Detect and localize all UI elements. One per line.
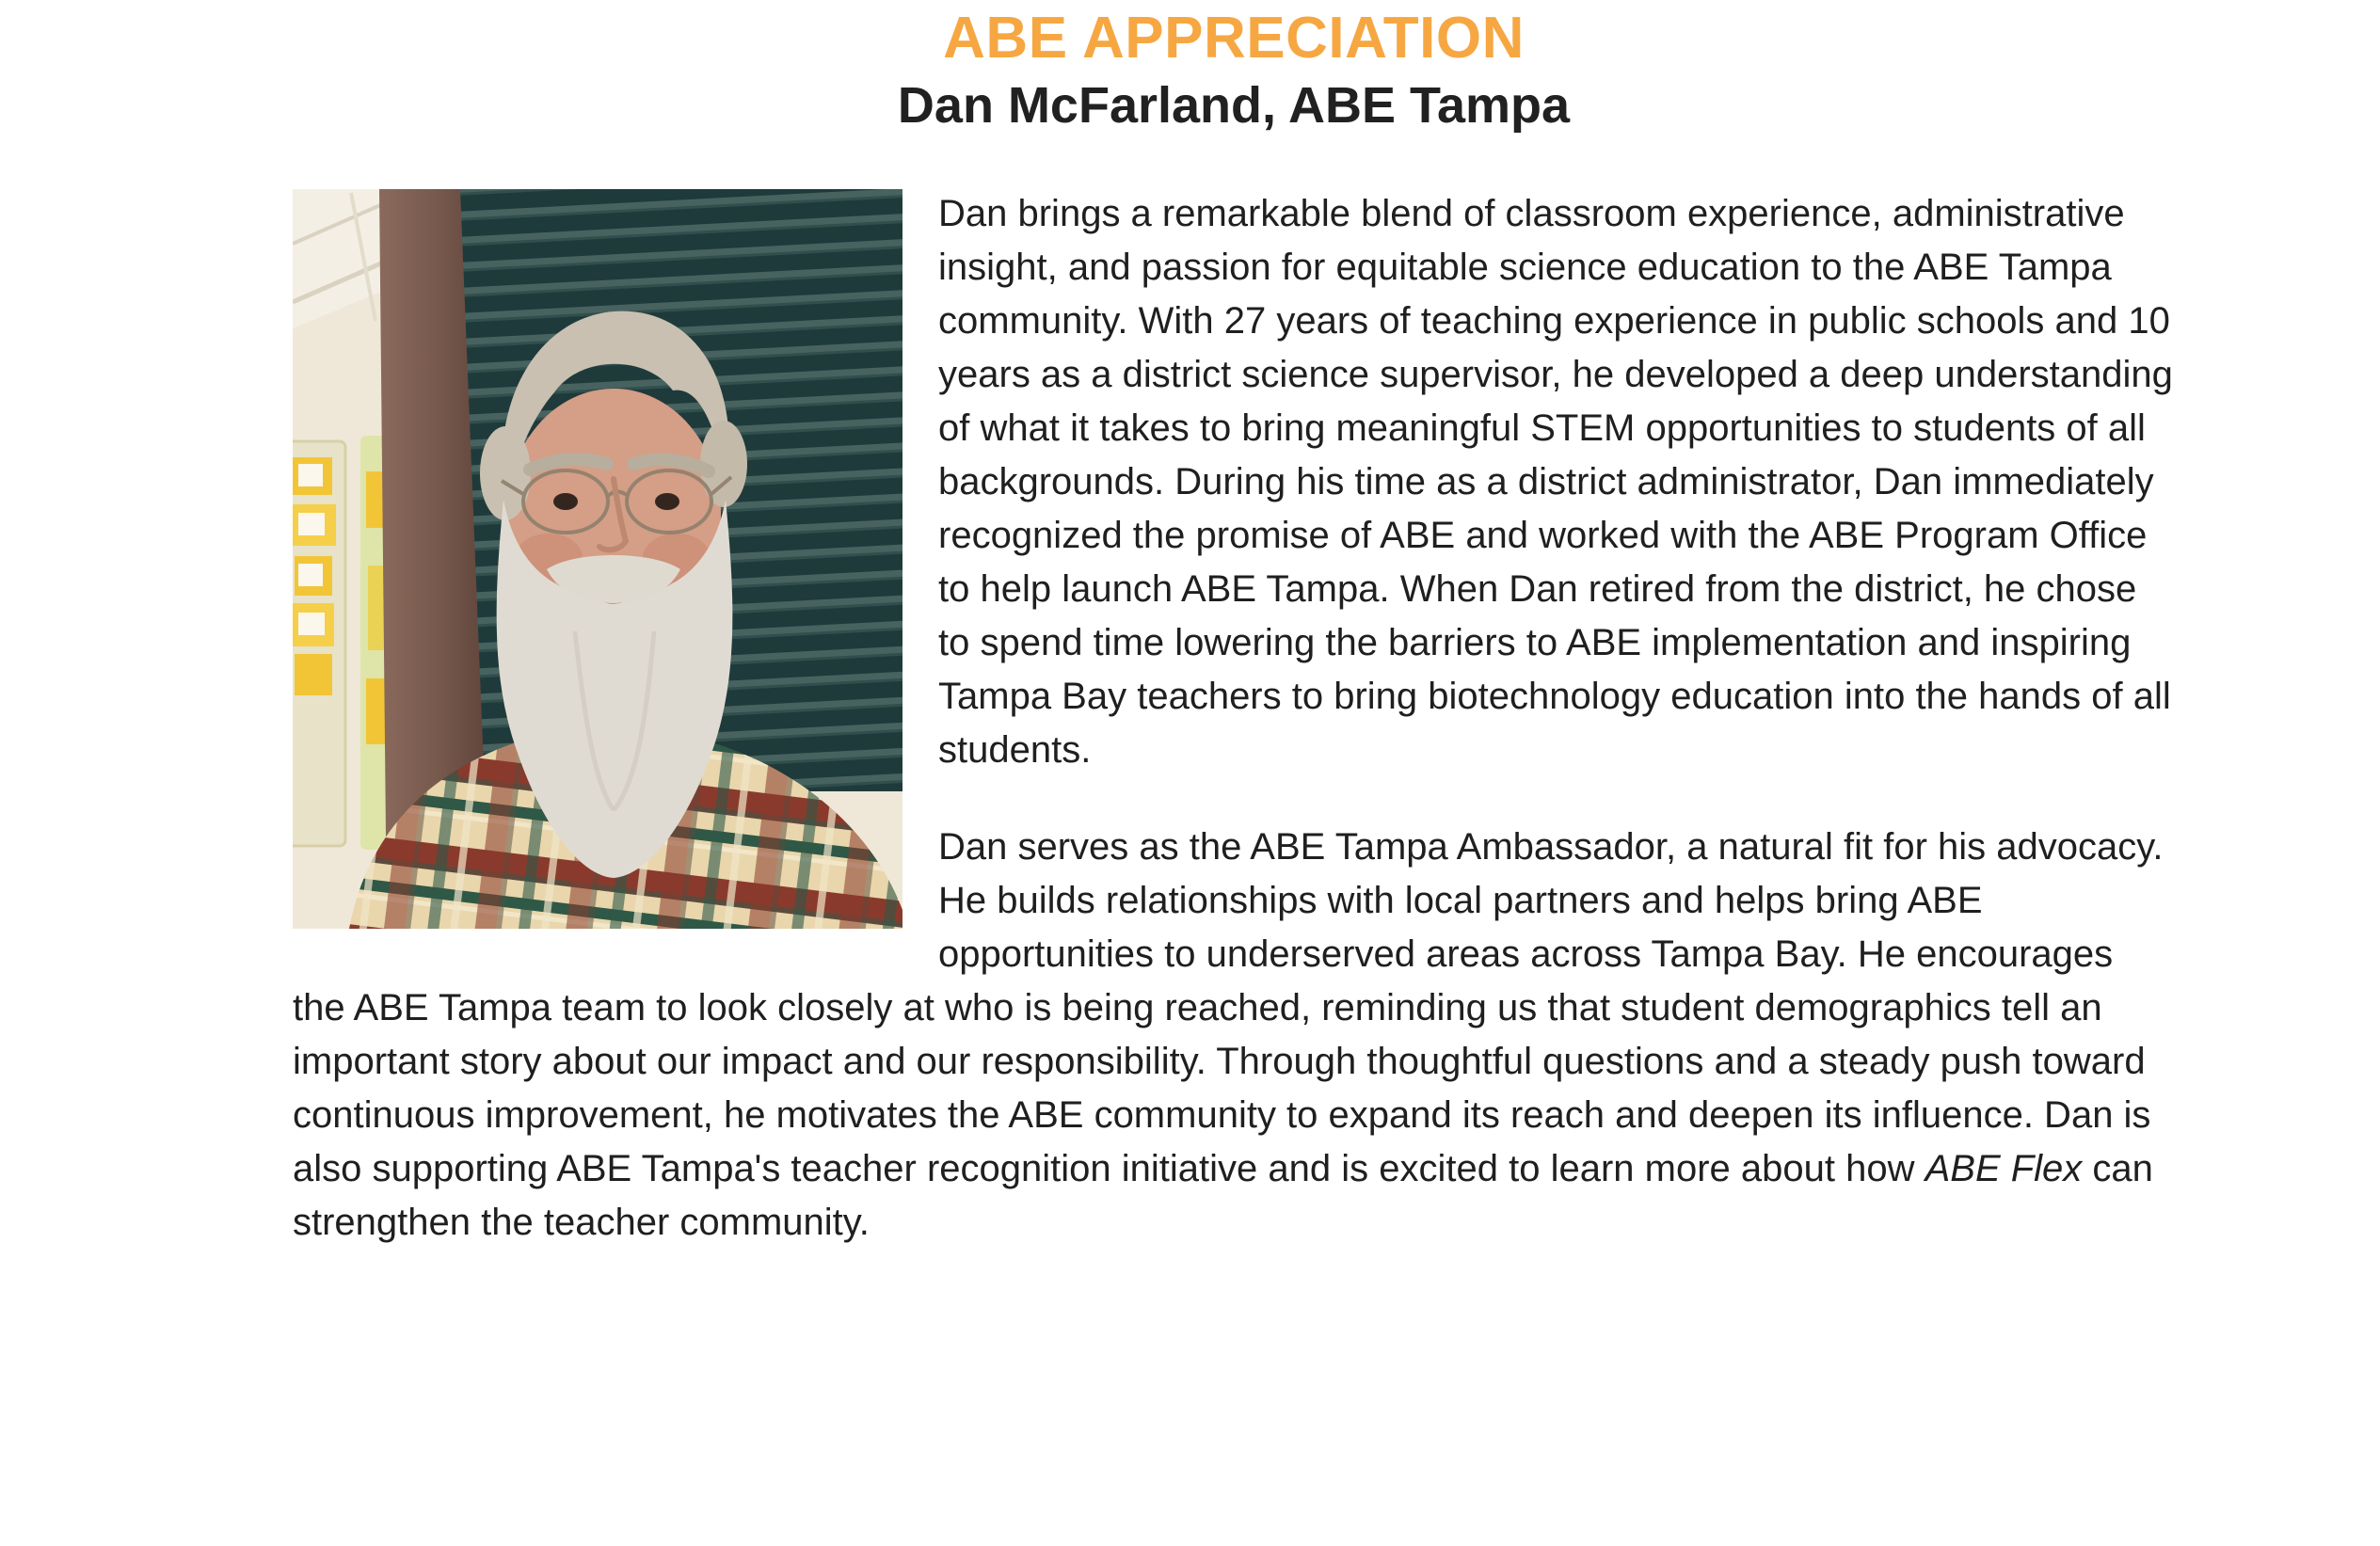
paragraph-ambassador-start: Dan serves as the ABE Tampa Ambassador, a natural fit for his advocacy. He builds relationships with local partners and helps bring ABE opportunities to underserved areas across Tampa Bay. He encourages the ABE Tampa team to look closely at who is being reached, reminding us that student demographics tell an important story about our impact and our responsibility. Through thoughtful questions and a steady push toward continuous improvement, he motivates the ABE community to expand its reach and deepen its influence. Dan is also supporting ABE Tampa's teacher recognition initiative and is excited to learn more about how bbox=[293, 826, 2164, 1190]
paragraph-ambassador-end: can strengthen the teacher community. bbox=[293, 1148, 2153, 1244]
newsletter-section bbox=[293, 0, 2175, 1250]
section-heading: ABE APPRECIATION bbox=[943, 6, 1525, 71]
dan-mcfarland-photo bbox=[293, 189, 902, 929]
portrait-illustration bbox=[293, 189, 902, 929]
paragraph-bio: Dan brings a remarkable blend of classroom experience, administrative insight, and passion for equitable science education to the ABE Tampa community. With 27 years of teaching experience in public schools and 10 years as a district science supervisor, he developed a deep understanding of what it takes to bring meaningful STEM opportunities to students of all backgrounds. During his time as a district administrator, Dan immediately recognized the promise of ABE and worked with the ABE Program Office to help launch ABE Tampa. When Dan retired from the district, he chose to spend time lowering the barriers to ABE implementation and inspiring Tampa Bay teachers to bring biotechnology education into the hands of all students. bbox=[938, 193, 2173, 772]
article-body bbox=[293, 187, 2175, 1250]
person-title: Dan McFarland, ABE Tampa bbox=[897, 77, 1571, 135]
abe-flex-italic: ABE Flex bbox=[1925, 1148, 2083, 1190]
